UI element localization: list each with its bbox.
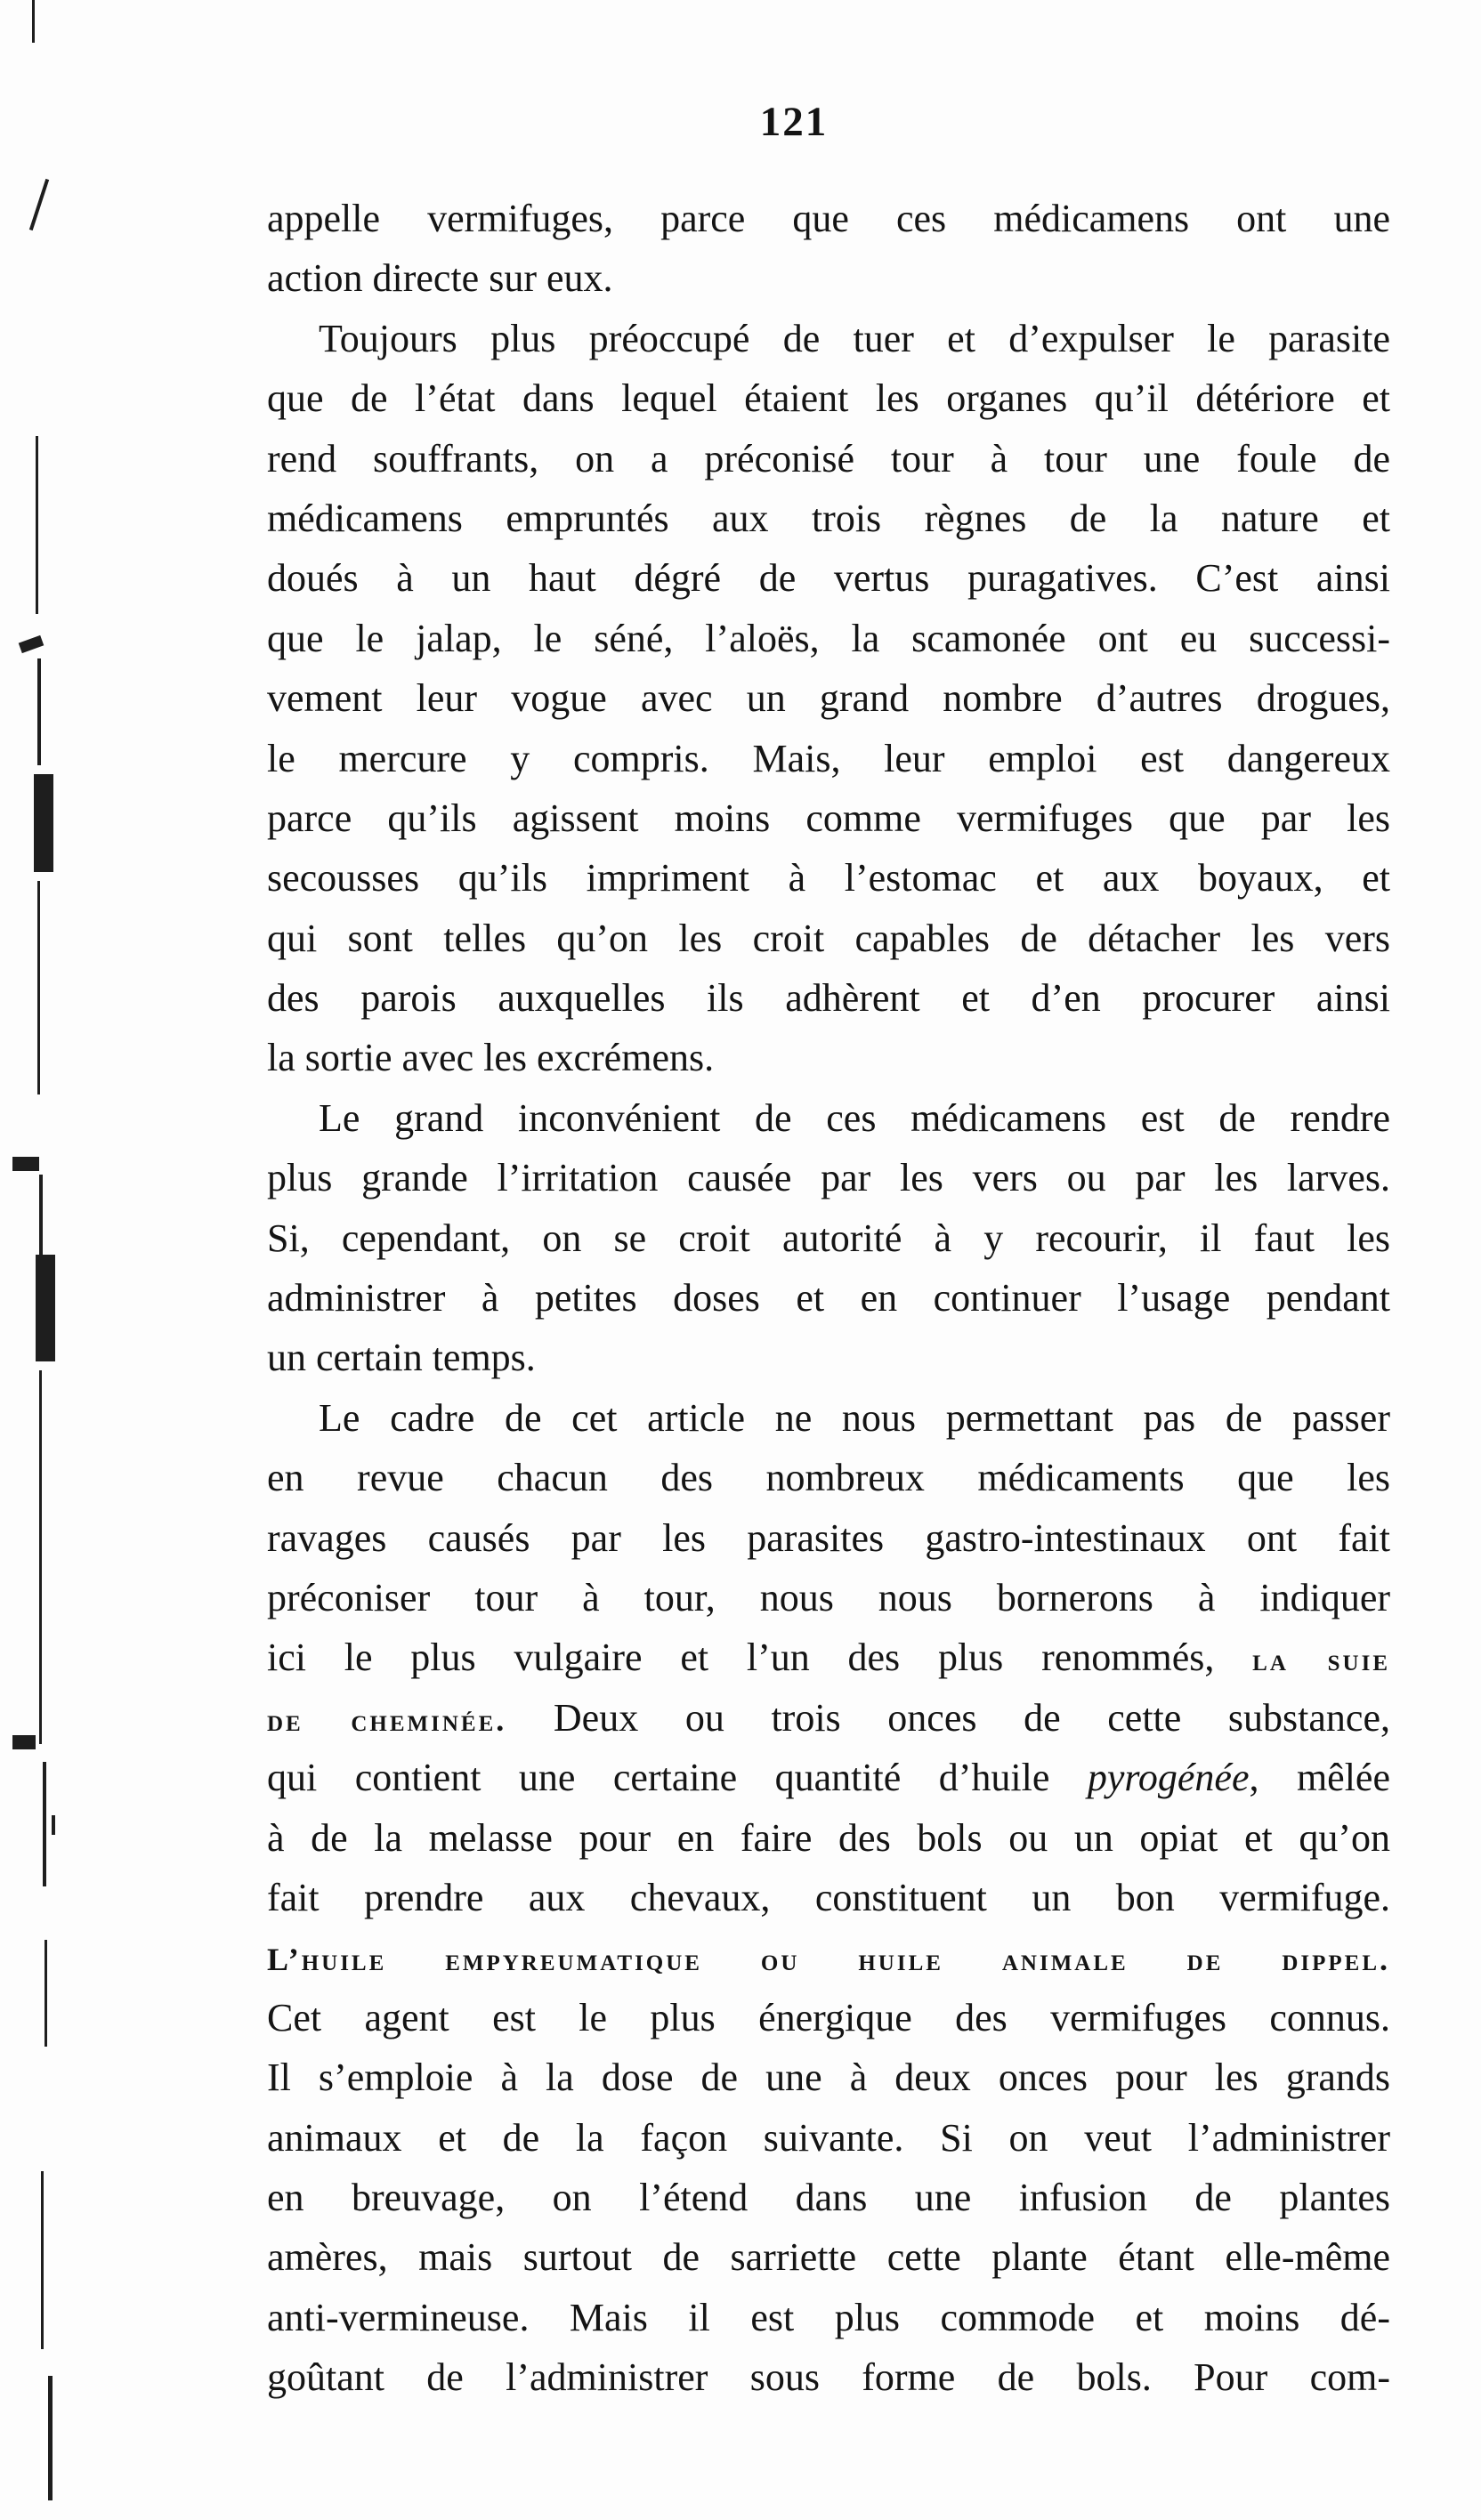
line-text: des parois auxquelles ils adhèrent et d’en procurer ainsi xyxy=(267,976,1390,1021)
line-text: plus grande l’irritation causée par les vers ou par les larves. xyxy=(267,1156,1390,1200)
line-text: Si, cependant, on se croit autorité à y recourir, il faut les xyxy=(267,1216,1390,1260)
text-line xyxy=(267,909,1390,968)
small-caps-term: la suie xyxy=(1252,1642,1390,1678)
line-text: anti-vermineuse. Mais il est plus commode et moins dé- xyxy=(267,2295,1390,2339)
line-text: qui sont telles qu’on les croit capables de détacher les vers xyxy=(267,916,1390,960)
text-line xyxy=(267,429,1390,489)
line-text: que le jalap, le séné, l’aloës, la scamonée ont eu successi- xyxy=(267,616,1390,660)
line-text: secousses qu’ils impriment à l’estomac et aux boyaux, et xyxy=(267,856,1390,901)
text-line xyxy=(267,1268,1390,1328)
text-line xyxy=(267,2168,1390,2227)
line-text: ici le plus vulgaire et l’un des plus renommés, xyxy=(267,1636,1253,1680)
edge-mark xyxy=(48,2376,53,2500)
edge-mark xyxy=(37,881,40,1094)
edge-mark xyxy=(29,179,49,230)
line-text: médicamens empruntés aux trois règnes de la nature et xyxy=(267,496,1390,540)
small-caps-term: de cheminée. xyxy=(267,1701,507,1738)
line-text: que de l’état dans lequel étaient les organes qu’il détériore et xyxy=(267,376,1390,421)
line-text: Deux ou trois onces de cette substance, xyxy=(506,1695,1390,1740)
line-text: préconiser tour à tour, nous nous bornerons à indiquer xyxy=(267,1575,1390,1619)
line-text: goûtant de l’administrer sous forme de bols. Pour com- xyxy=(267,2355,1390,2400)
edge-mark xyxy=(43,1762,46,1886)
line-text: action directe sur eux. xyxy=(267,256,613,301)
text-line xyxy=(267,1208,1390,1268)
line-text: Toujours plus préoccupé de tuer et d’expulser le parasite xyxy=(319,316,1390,360)
edge-mark xyxy=(45,1940,47,2047)
text-line xyxy=(267,1028,1390,1087)
line-text: qui contient une certaine quantité d’huile xyxy=(267,1756,1088,1800)
line-text: à de la melasse pour en faire des bols ou un opiat et qu’on xyxy=(267,1815,1390,1860)
text-line xyxy=(267,1388,1390,1448)
line-text: appelle vermifuges, parce que ces médicamens ont une xyxy=(267,197,1390,240)
text-line xyxy=(267,489,1390,548)
text-line xyxy=(267,1568,1390,1628)
page-number: 121 xyxy=(759,99,829,145)
text-line xyxy=(267,1088,1390,1148)
text-line xyxy=(267,1988,1390,2048)
line-text: Il s’emploie à la dose de une à deux onces pour les grands xyxy=(267,2056,1390,2100)
line-text: , mêlée xyxy=(1249,1756,1390,1800)
text-line xyxy=(267,1148,1390,1208)
line-text: administrer à petites doses et en continuer l’usage pendant xyxy=(267,1276,1390,1321)
line-text: en breuvage, on l’étend dans une infusion de plantes xyxy=(267,2175,1390,2219)
line-text: Le grand inconvénient de ces médicamens est de rendre xyxy=(319,1095,1390,1140)
edge-mark xyxy=(39,1370,42,1744)
text-line xyxy=(267,248,1390,308)
line-text: amères, mais surtout de sarriette cette plante étant elle-même xyxy=(267,2235,1390,2280)
text-line xyxy=(267,1508,1390,1568)
binding-edge xyxy=(0,0,107,2520)
italic-term: pyrogénée xyxy=(1087,1756,1250,1800)
edge-mark xyxy=(32,0,35,43)
text-line xyxy=(267,2288,1390,2347)
small-caps-term: L’huile empyreumatique ou huile animale de dippel. xyxy=(267,1942,1390,1978)
text-line xyxy=(267,1448,1390,1507)
edge-mark xyxy=(52,1815,55,1835)
text-line xyxy=(267,309,1390,368)
text-line xyxy=(267,2048,1390,2107)
edge-mark xyxy=(41,2171,44,2349)
edge-mark xyxy=(36,436,38,614)
line-text: vement leur vogue avec un grand nombre d’autres drogues, xyxy=(267,676,1390,721)
line-text: parce qu’ils agissent moins comme vermifuges que par les xyxy=(267,796,1390,840)
text-line xyxy=(267,189,1390,248)
text-line xyxy=(267,788,1390,848)
edge-mark xyxy=(19,635,45,653)
text-line xyxy=(267,1628,1390,1687)
text-line xyxy=(267,2108,1390,2168)
line-text: doués à un haut dégré de vertus puragatives. C’est ainsi xyxy=(267,556,1390,601)
line-text: en revue chacun des nombreux médicaments que les xyxy=(267,1456,1390,1500)
text-line xyxy=(267,668,1390,728)
text-line xyxy=(267,1748,1390,1807)
text-line xyxy=(267,968,1390,1028)
text-line xyxy=(267,1868,1390,1927)
line-text: fait prendre aux chevaux, constituent un bon vermifuge. xyxy=(267,1875,1390,1919)
text-line xyxy=(267,1808,1390,1868)
text-line xyxy=(267,2227,1390,2287)
text-line xyxy=(267,1328,1390,1387)
text-line xyxy=(267,848,1390,908)
body-text xyxy=(267,189,1390,2407)
line-text: ravages causés par les parasites gastro-intestinaux ont fait xyxy=(267,1515,1390,1560)
text-line xyxy=(267,729,1390,788)
line-text: rend souffrants, on a préconisé tour à tour une foule de xyxy=(267,436,1390,481)
line-text: animaux et de la façon suivante. Si on veut l’administrer xyxy=(267,2115,1390,2160)
edge-mark xyxy=(12,1735,36,1749)
text-line xyxy=(267,548,1390,608)
text-line xyxy=(267,1688,1390,1748)
line-text: Le cadre de cet article ne nous permettant pas de passer xyxy=(319,1395,1390,1440)
edge-mark xyxy=(12,1157,39,1171)
line-text: la sortie avec les excrémens. xyxy=(267,1036,715,1080)
line-text: le mercure y compris. Mais, leur emploi est dangereux xyxy=(267,736,1390,780)
edge-mark xyxy=(36,1255,55,1361)
text-line xyxy=(267,1927,1390,1987)
text-line xyxy=(267,2347,1390,2407)
line-text: Cet agent est le plus énergique des vermifuges connus. xyxy=(267,1995,1390,2039)
edge-mark xyxy=(37,658,41,765)
text-line xyxy=(267,368,1390,428)
edge-mark xyxy=(34,774,53,872)
line-text: un certain temps. xyxy=(267,1336,536,1380)
text-line xyxy=(267,609,1390,668)
